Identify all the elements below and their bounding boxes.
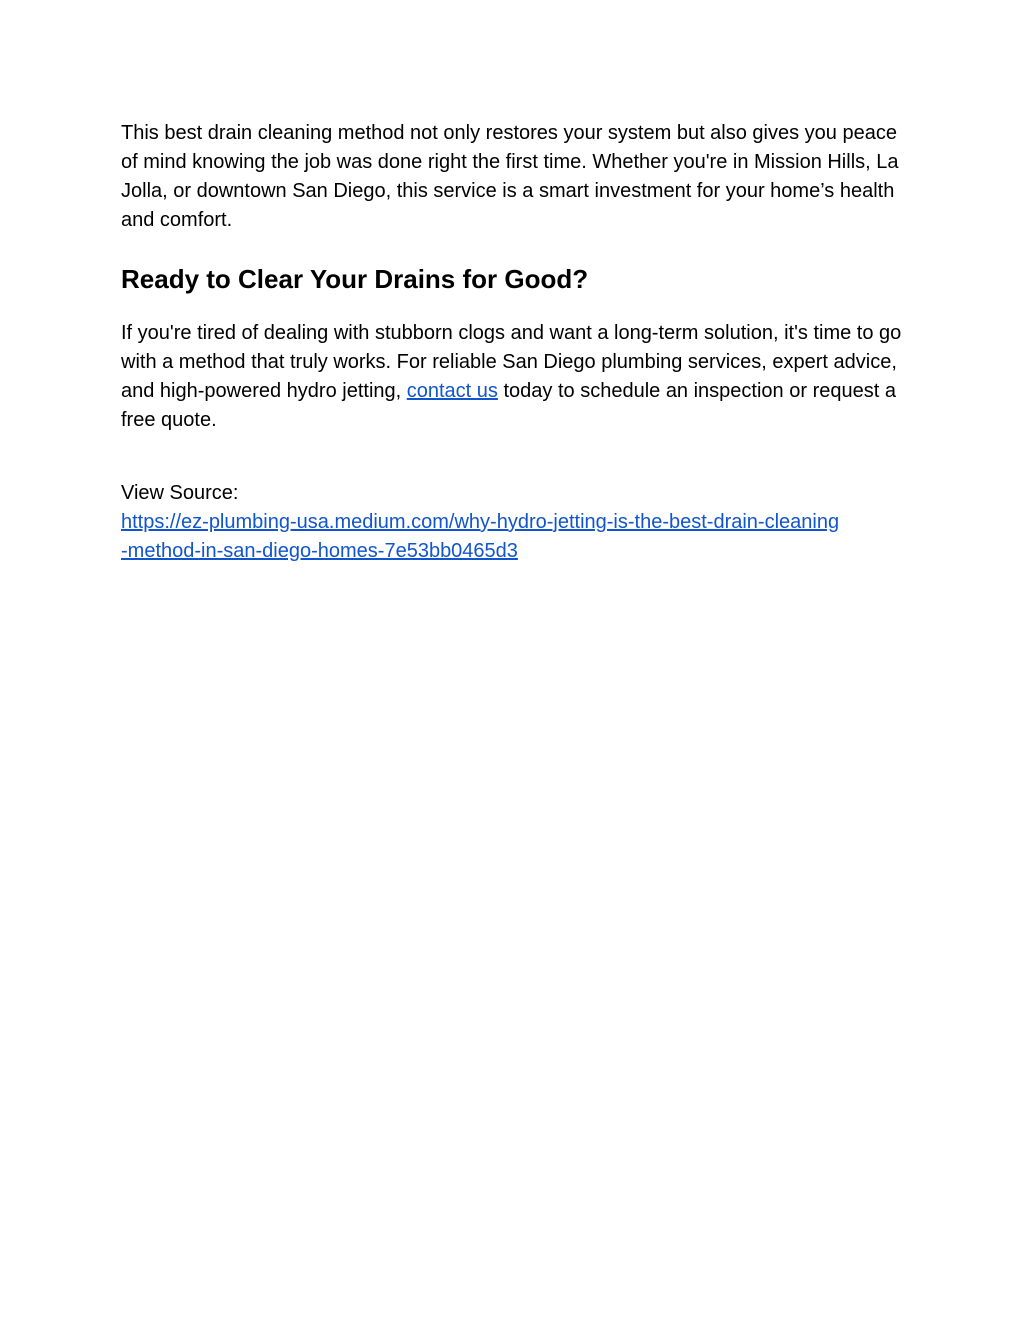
source-label: View Source:	[121, 482, 239, 504]
source-block	[121, 479, 911, 566]
source-url-line-2: -method-in-san-diego-homes-7e53bb0465d3	[121, 540, 518, 562]
cta-text-after-link: today to schedule an inspection or request a free quote.	[121, 380, 896, 431]
intro-paragraph: This best drain cleaning method not only restores your system but also gives you peace of mind knowing the job was done right the first time. Whether you're in Mission Hills, La Jolla, or downtown San Diego, this service is a smart investment for your home’s health and comfort.	[121, 122, 899, 231]
source-url-link[interactable]	[121, 508, 911, 566]
section-heading: Ready to Clear Your Drains for Good?	[121, 264, 589, 294]
cta-paragraph	[121, 319, 911, 435]
contact-us-link[interactable]: contact us	[406, 380, 498, 402]
cta-text-before-link: If you're tired of dealing with stubborn clogs and want a long-term solution, it's time to go with a method that truly works. For reliable San Diego plumbing services, expert advice, and high-powered hydro jetting,	[121, 322, 902, 402]
document-page	[121, 119, 911, 566]
source-url-line-1: https://ez-plumbing-usa.medium.com/why-hydro-jetting-is-the-best-drain-cleaning	[121, 511, 840, 533]
